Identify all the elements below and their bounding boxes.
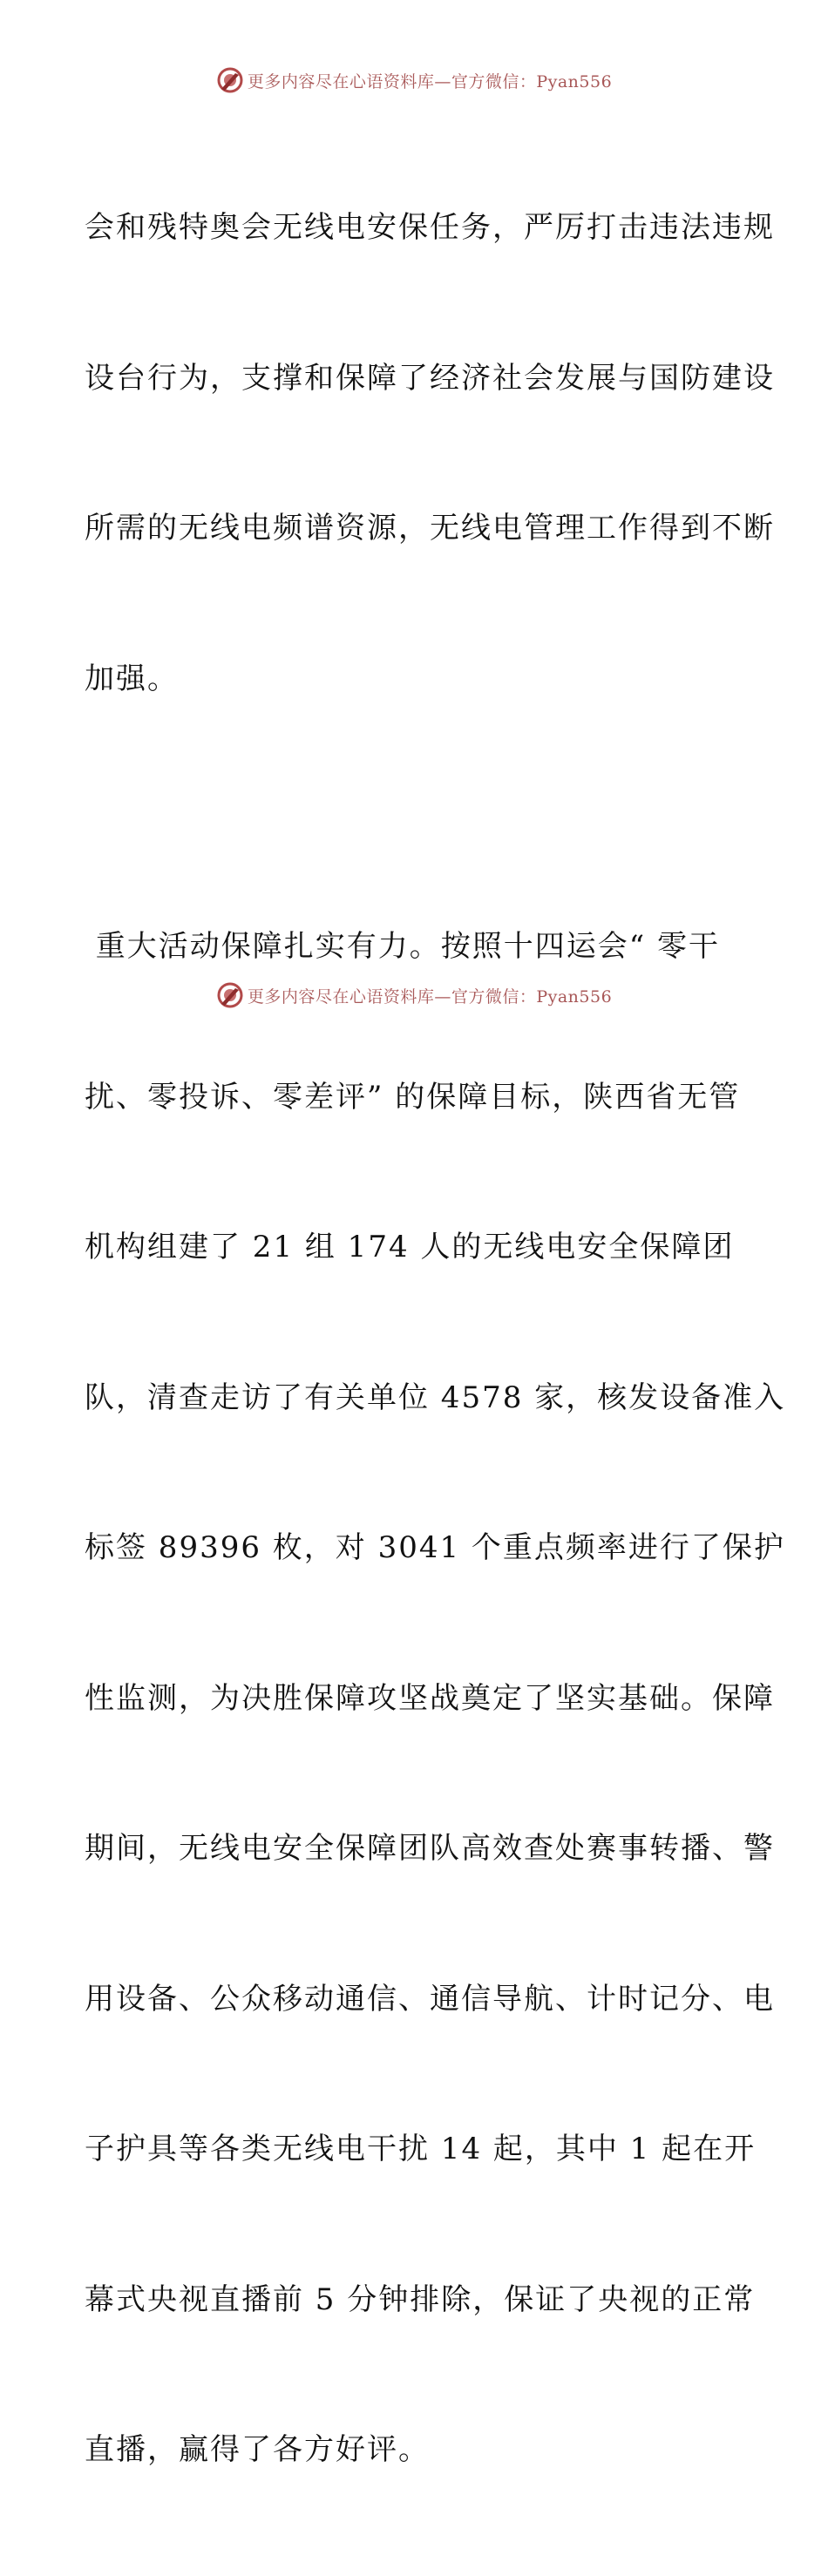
paragraph-line: 扰、零投诉、零差评” 的保障目标，陕西省无管 — [85, 1079, 741, 1115]
paragraph-line: 性监测，为决胜保障攻坚战奠定了坚实基础。保障 — [85, 1680, 775, 1716]
paragraph-line: 子护具等各类无线电干扰 14 起，其中 1 起在开 — [85, 2132, 757, 2166]
paragraph-line: 会和残特奥会无线电安保任务，严厉打击违法违规 — [85, 210, 775, 245]
paragraph-line: 加强。 — [85, 661, 179, 696]
footer-watermark-text: 更多内容尽在心语资料库—官方微信：Pyan556 — [247, 986, 613, 1007]
paragraph-line: 用设备、公众移动通信、通信导航、计时记分、电 — [85, 1981, 775, 2017]
paragraph-line: 队，清查走访了有关单位 4578 家，核发设备准入 — [85, 1380, 786, 1415]
header-watermark — [0, 63, 828, 98]
header-watermark-text: 更多内容尽在心语资料库—官方微信：Pyan556 — [247, 71, 613, 92]
paragraph-line: 机构组建了 21 组 174 人的无线电安全保障团 — [85, 1230, 735, 1264]
paragraph-line: 标签 89396 枚，对 3041 个重点频率进行了保护 — [85, 1530, 785, 1565]
paragraph-line: 幕式央视直播前 5 分钟排除，保证了央视的正常 — [85, 2281, 756, 2317]
paragraph-spacer — [85, 804, 747, 822]
paragraph-line: 期间，无线电安全保障团队高效查处赛事转播、警 — [85, 1831, 775, 1866]
paragraph-line: 直播，赢得了各方好评。 — [85, 2432, 430, 2467]
footer-watermark — [0, 978, 828, 1013]
logo-icon — [216, 66, 244, 94]
paragraph-line: 重大活动保障扎实有力。按照十四运会“ 零干 — [85, 929, 720, 964]
paragraph-2 — [85, 822, 786, 2576]
paragraph-line: 所需的无线电频谱资源，无线电管理工作得到不断 — [85, 511, 775, 546]
paragraph-1 — [85, 103, 775, 804]
paragraph-line: 设台行为，支撑和保障了经济社会发展与国防建设 — [85, 360, 775, 396]
logo-icon — [216, 981, 244, 1009]
document-body — [85, 103, 786, 2576]
